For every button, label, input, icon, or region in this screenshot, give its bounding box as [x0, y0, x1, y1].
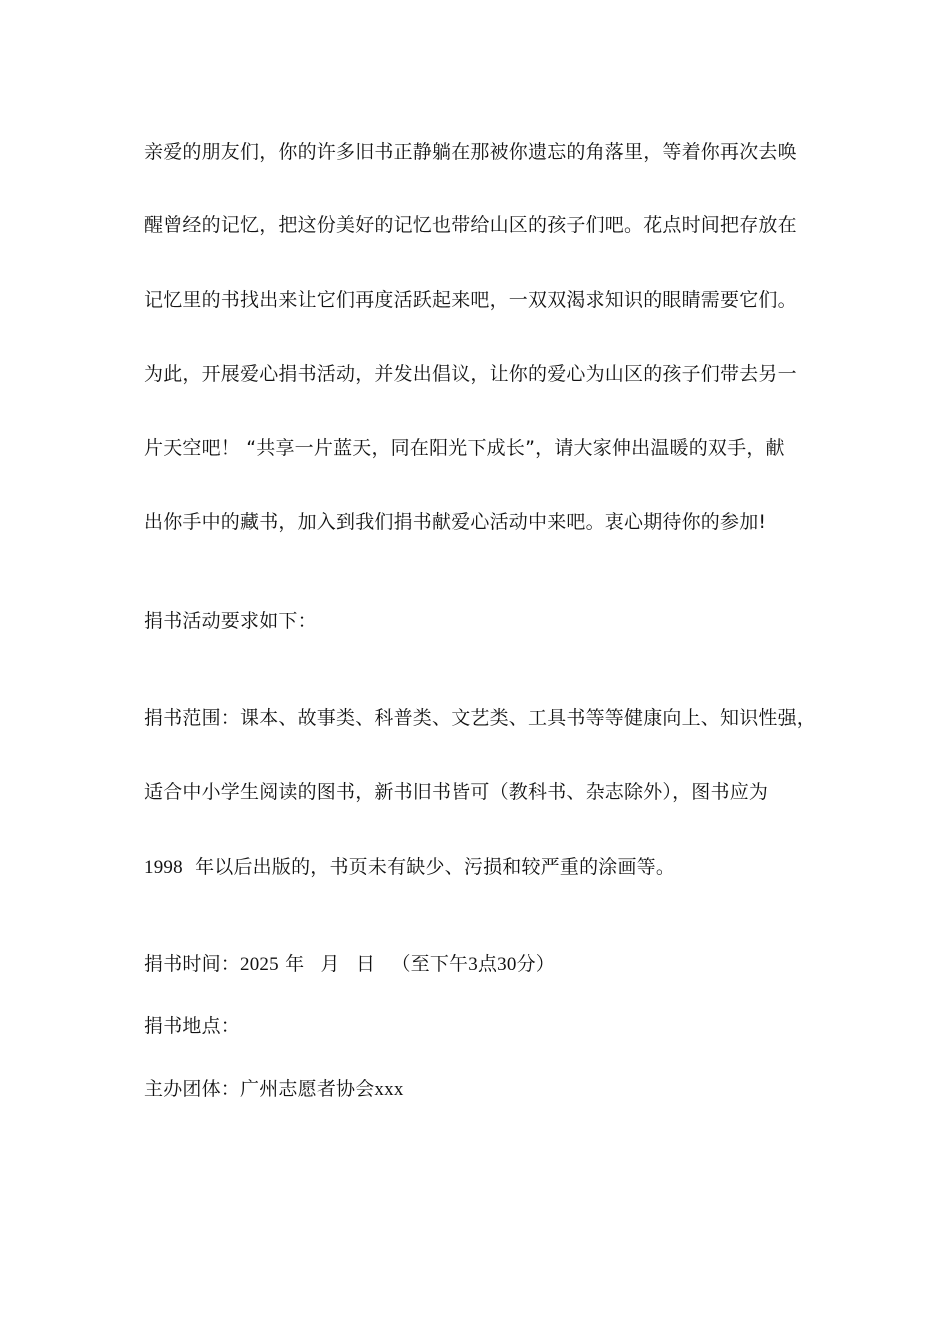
intro-line-1: 亲爱的朋友们，你的许多旧书正静躺在那被你遗忘的角落里，等着你再次去唤 — [144, 141, 797, 163]
donation-time-minute: 30 — [497, 954, 517, 975]
scope-line-3 — [144, 855, 675, 880]
intro-line-6: 出你手中的藏书，加入到我们捐书献爱心活动中来吧。衷心期待你的参加! — [144, 511, 767, 533]
donation-time-month-unit: 月 — [320, 953, 340, 975]
organizer-name: 广州志愿者协会 — [240, 1078, 375, 1100]
scope-year: 1998 — [144, 857, 183, 878]
intro-line-2: 醒曾经的记忆，把这份美好的记忆也带给山区的孩子们吧。花点时间把存放在 — [144, 214, 797, 236]
intro-line-5: 片天空吧！ “共享一片蓝天，同在阳光下成长”，请大家伸出温暖的双手，献 — [144, 437, 785, 459]
donation-time-note-open: （至下午 — [391, 953, 469, 975]
organizer — [144, 1077, 404, 1102]
donation-time-hour-unit: 点 — [477, 953, 498, 975]
scope-year-suffix: 年以后出版的，书页未有缺少、污损和较严重的涂画等。 — [195, 856, 676, 878]
intro-line-3: 记忆里的书找出来让它们再度活跃起来吧，一双双渴求知识的眼睛需要它们。 — [144, 289, 797, 311]
scope-line-2: 适合中小学生阅读的图书，新书旧书皆可（教科书、杂志除外），图书应为 — [144, 781, 769, 803]
donation-time-day-unit: 日 — [355, 953, 376, 975]
donation-place-label: 捐书地点： — [144, 1015, 241, 1037]
donation-time-label: 捐书时间： — [144, 953, 241, 975]
scope-line-1: 捐书范围：课本、故事类、科普类、文艺类、工具书等等健康向上、知识性强， — [144, 707, 817, 729]
organizer-label: 主办团体： — [144, 1078, 241, 1100]
donation-time-minute-unit: 分） — [516, 953, 555, 975]
requirements-heading: 捐书活动要求如下： — [144, 610, 317, 632]
donation-time-year-unit: 年 — [285, 953, 305, 975]
organizer-suffix: xxx — [374, 1079, 404, 1100]
donation-time-hour: 3 — [468, 954, 478, 975]
donation-time-year: 2025 — [240, 954, 279, 975]
donation-place — [144, 1014, 240, 1038]
donation-time — [144, 952, 555, 977]
intro-line-4: 为此，开展爱心捐书活动，并发出倡议，让你的爱心为山区的孩子们带去另一 — [144, 363, 797, 385]
